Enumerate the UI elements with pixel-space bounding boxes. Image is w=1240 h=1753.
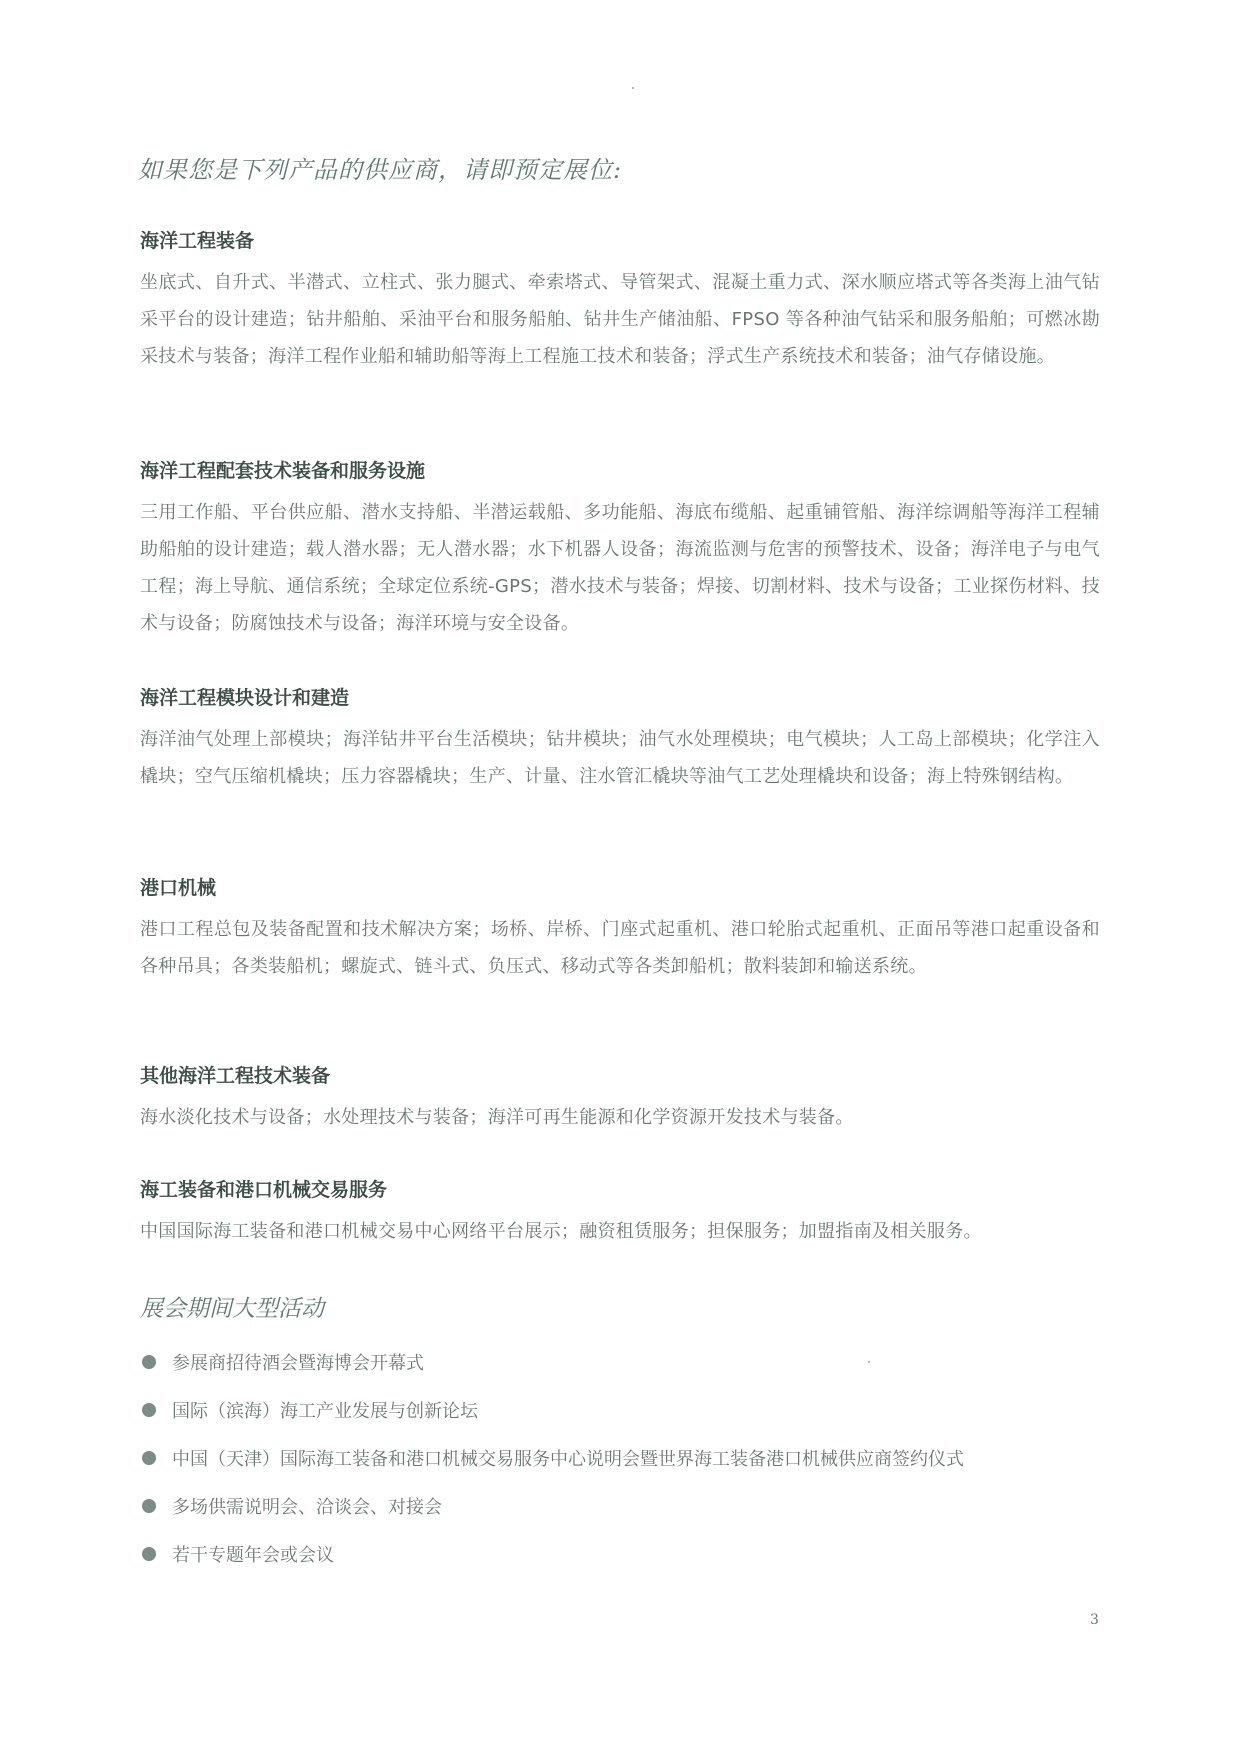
list-item [142,1338,1102,1386]
section-body: 海水淡化技术与设备；水处理技术与装备；海洋可再生能源和化学资源开发技术与装备。 [140,1107,854,1128]
events-list [142,1338,1102,1578]
event-text: 参展商招待酒会暨海博会开幕式 [172,1353,424,1374]
section-other-equipment [140,1061,1100,1136]
section-heading: 海洋工程装备 [140,230,255,252]
section-body: 中国国际海工装备和港口机械交易中心网络平台展示；融资租赁服务；担保服务；加盟指南及相关服务。 [140,1221,982,1242]
section-heading: 海洋工程配套技术装备和服务设施 [140,460,426,482]
bullet-dot-icon [142,1355,156,1369]
section-trade-services [140,1175,1100,1250]
event-text: 若干专题年会或会议 [172,1545,334,1566]
section-module-design [140,683,1100,795]
section-offshore-equipment [140,226,1100,375]
section-body: 港口工程总包及装备配置和技术解决方案；场桥、岸桥、门座式起重机、港口轮胎式起重机、正面吊等港口起重设备和各种吊具；各类装船机；螺旋式、链斗式、负压式、移动式等各类卸船机；散料装卸和输送系统。 [140,919,1100,977]
bullet-dot-icon [142,1403,156,1417]
section-supporting-equipment [140,456,1100,642]
bullet-dot-icon [142,1547,156,1561]
bullet-dot-icon [142,1451,156,1465]
event-text: 国际（滨海）海工产业发展与创新论坛 [172,1401,478,1422]
section-heading: 其他海洋工程技术装备 [140,1065,331,1087]
event-text: 中国（天津）国际海工装备和港口机械交易服务中心说明会暨世界海工装备港口机械供应商签约仪式 [172,1449,964,1470]
section-heading: 港口机械 [140,877,217,899]
scan-speck [632,87,634,89]
section-body: 三用工作船、平台供应船、潜水支持船、半潜运载船、多功能船、海底布缆船、起重铺管船、海洋综调船等海洋工程辅助船舶的设计建造；载人潜水器；无人潜水器；水下机器人设备；海流监测与危害的预警技术、设备；海洋电子与电气工程；海上导航、通信系统；全球定位系统-GPS；潜水技术与装备；焊接、切割材料、技术与设备；工业探伤材料、技术与设备；防腐蚀技术与设备；海洋环境与安全设备。 [140,502,1100,634]
section-port-machinery [140,873,1100,985]
bullet-dot-icon [142,1499,156,1513]
list-item [142,1530,1102,1578]
page-number: 3 [1090,1612,1099,1628]
list-item [142,1386,1102,1434]
list-item [142,1434,1102,1482]
section-heading: 海洋工程模块设计和建造 [140,687,350,709]
events-heading: 展会期间大型活动 [140,1296,324,1322]
list-item [142,1482,1102,1530]
page-headline: 如果您是下列产品的供应商，请即预定展位: [138,156,623,184]
section-body: 海洋油气处理上部模块；海洋钻井平台生活模块；钻井模块；油气水处理模块；电气模块；人工岛上部模块；化学注入橇块；空气压缩机橇块；压力容器橇块；生产、计量、注水管汇橇块等油气工艺处理橇块和设备；海上特殊钢结构。 [140,729,1100,787]
event-text: 多场供需说明会、洽谈会、对接会 [172,1497,442,1518]
section-heading: 海工装备和港口机械交易服务 [140,1179,388,1201]
section-body: 坐底式、自升式、半潜式、立柱式、张力腿式、牵索塔式、导管架式、混凝土重力式、深水顺应塔式等各类海上油气钻采平台的设计建造；钻井船舶、采油平台和服务船舶、钻井生产储油船、FPSO 等各种油气钻采和服务船舶；可燃冰勘采技术与装备；海洋工程作业船和辅助船等海上工程施工技术和装备；浮式生产系统技术和装备；油气存储设施。 [140,272,1100,367]
